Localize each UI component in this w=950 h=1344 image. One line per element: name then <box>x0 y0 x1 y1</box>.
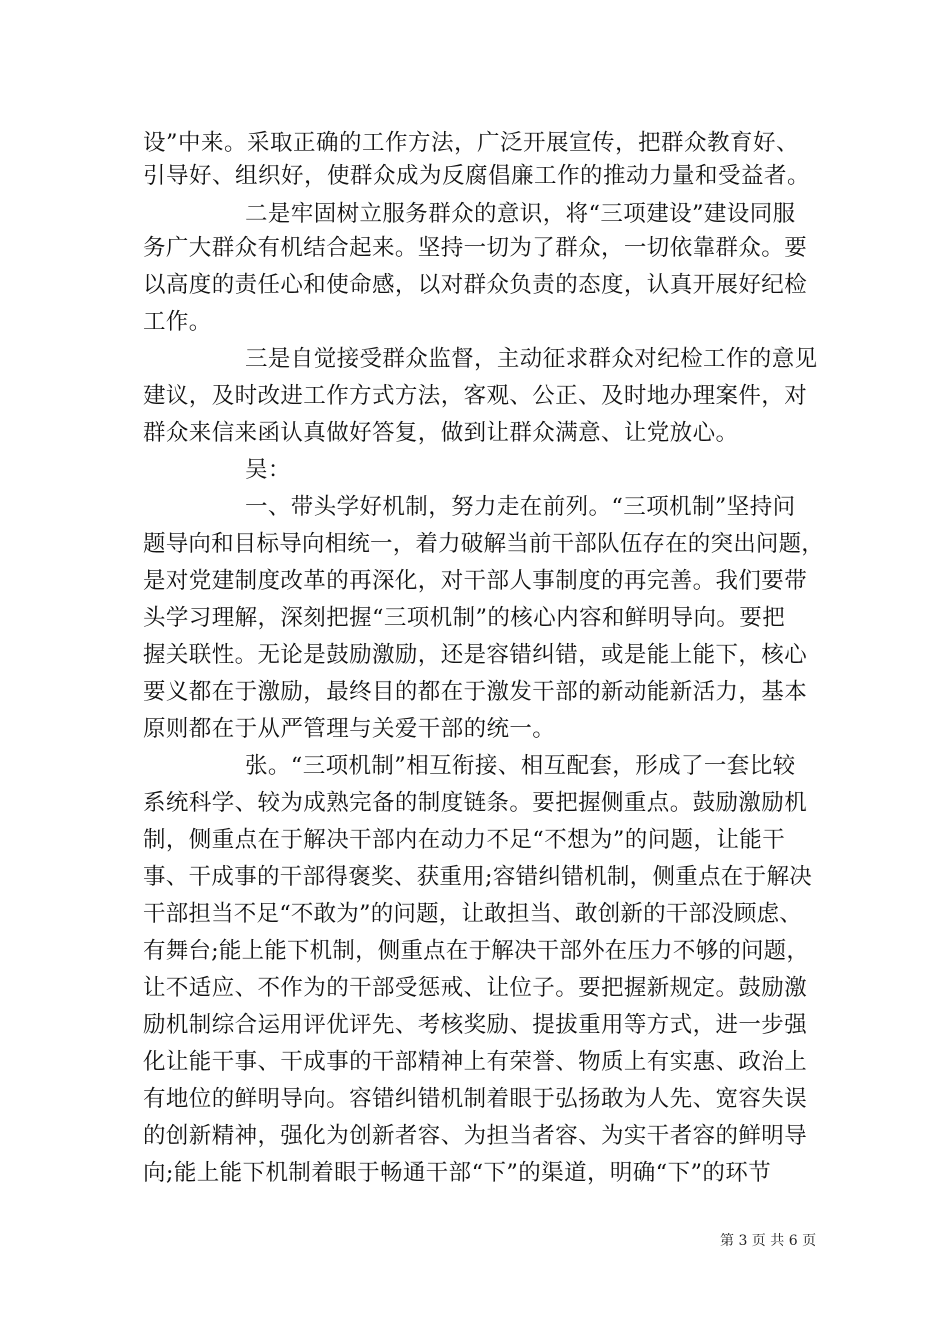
text-line: 工作。 <box>143 309 212 335</box>
paragraph-line: 一、带头学好机制，努力走在前列。“三项机制”坚持问 <box>245 494 796 520</box>
text-line: 制，侧重点在于解决干部内在动力不足“不想为”的问题，让能干 <box>143 827 786 853</box>
text-line: 建议，及时改进工作方式方法，客观、公正、及时地办理案件，对 <box>143 383 808 409</box>
text-line: 让不适应、不作为的干部受惩戒、让位子。要把握新规定。鼓励激 <box>143 975 808 1001</box>
text-line: 化让能干事、干成事的干部精神上有荣誉、物质上有实惠、政治上 <box>143 1049 808 1075</box>
text-line: 题导向和目标导向相统一，着力破解当前干部队伍存在的突出问题， <box>143 531 825 557</box>
text-line: 励机制综合运用评优评先、考核奖励、提拔重用等方式，进一步强 <box>143 1012 808 1038</box>
paragraph-line: 三是自觉接受群众监督，主动征求群众对纪检工作的意见 <box>245 346 818 372</box>
speaker-label: 吴： <box>245 457 291 483</box>
text-line: 原则都在于从严管理与关爱干部的统一。 <box>143 716 556 742</box>
text-line: 有舞台;能上能下机制，侧重点在于解决干部外在压力不够的问题， <box>143 938 810 964</box>
text-line: 是对党建制度改革的再深化，对干部人事制度的再完善。我们要带 <box>143 568 808 594</box>
text-line: 引导好、组织好，使群众成为反腐倡廉工作的推动力量和受益者。 <box>143 163 811 189</box>
text-line: 务广大群众有机结合起来。坚持一切为了群众，一切依靠群众。要 <box>143 235 808 261</box>
text-line: 要义都在于激励，最终目的都在于激发干部的新动能新活力，基本 <box>143 679 808 705</box>
text-line: 头学习理解，深刻把握“三项机制”的核心内容和鲜明导向。要把 <box>143 605 786 631</box>
text-line: 干部担当不足“不敢为”的问题，让敢担当、敢创新的干部没顾虑、 <box>143 901 803 927</box>
paragraph-line: 张。“三项机制”相互衔接、相互配套，形成了一套比较 <box>245 753 796 779</box>
text-line: 有地位的鲜明导向。容错纠错机制着眼于弘扬敢为人先、宽容失误 <box>143 1086 808 1112</box>
text-line: 的创新精神，强化为创新者容、为担当者容、为实干者容的鲜明导 <box>143 1123 808 1149</box>
text-line: 设”中来。采取正确的工作方法，广泛开展宣传，把群众教育好、 <box>143 130 800 156</box>
text-line: 向;能上能下机制着眼于畅通干部“下”的渠道，明确“下”的环节 <box>143 1160 772 1186</box>
paragraph-line: 二是牢固树立服务群众的意识，将“三项建设”建设同服 <box>245 201 796 227</box>
text-line: 握关联性。无论是鼓励激励，还是容错纠错，或是能上能下，核心 <box>143 642 808 668</box>
page-number-footer: 第 3 页 共 6 页 <box>720 1233 817 1249</box>
text-line: 系统科学、较为成熟完备的制度链条。要把握侧重点。鼓励激励机 <box>143 790 808 816</box>
text-line: 群众来信来函认真做好答复，做到让群众满意、让党放心。 <box>143 420 739 446</box>
text-line: 事、干成事的干部得褒奖、获重用;容错纠错机制，侧重点在于解决 <box>143 864 813 890</box>
text-line: 以高度的责任心和使命感，以对群众负责的态度，认真开展好纪检 <box>143 272 808 298</box>
